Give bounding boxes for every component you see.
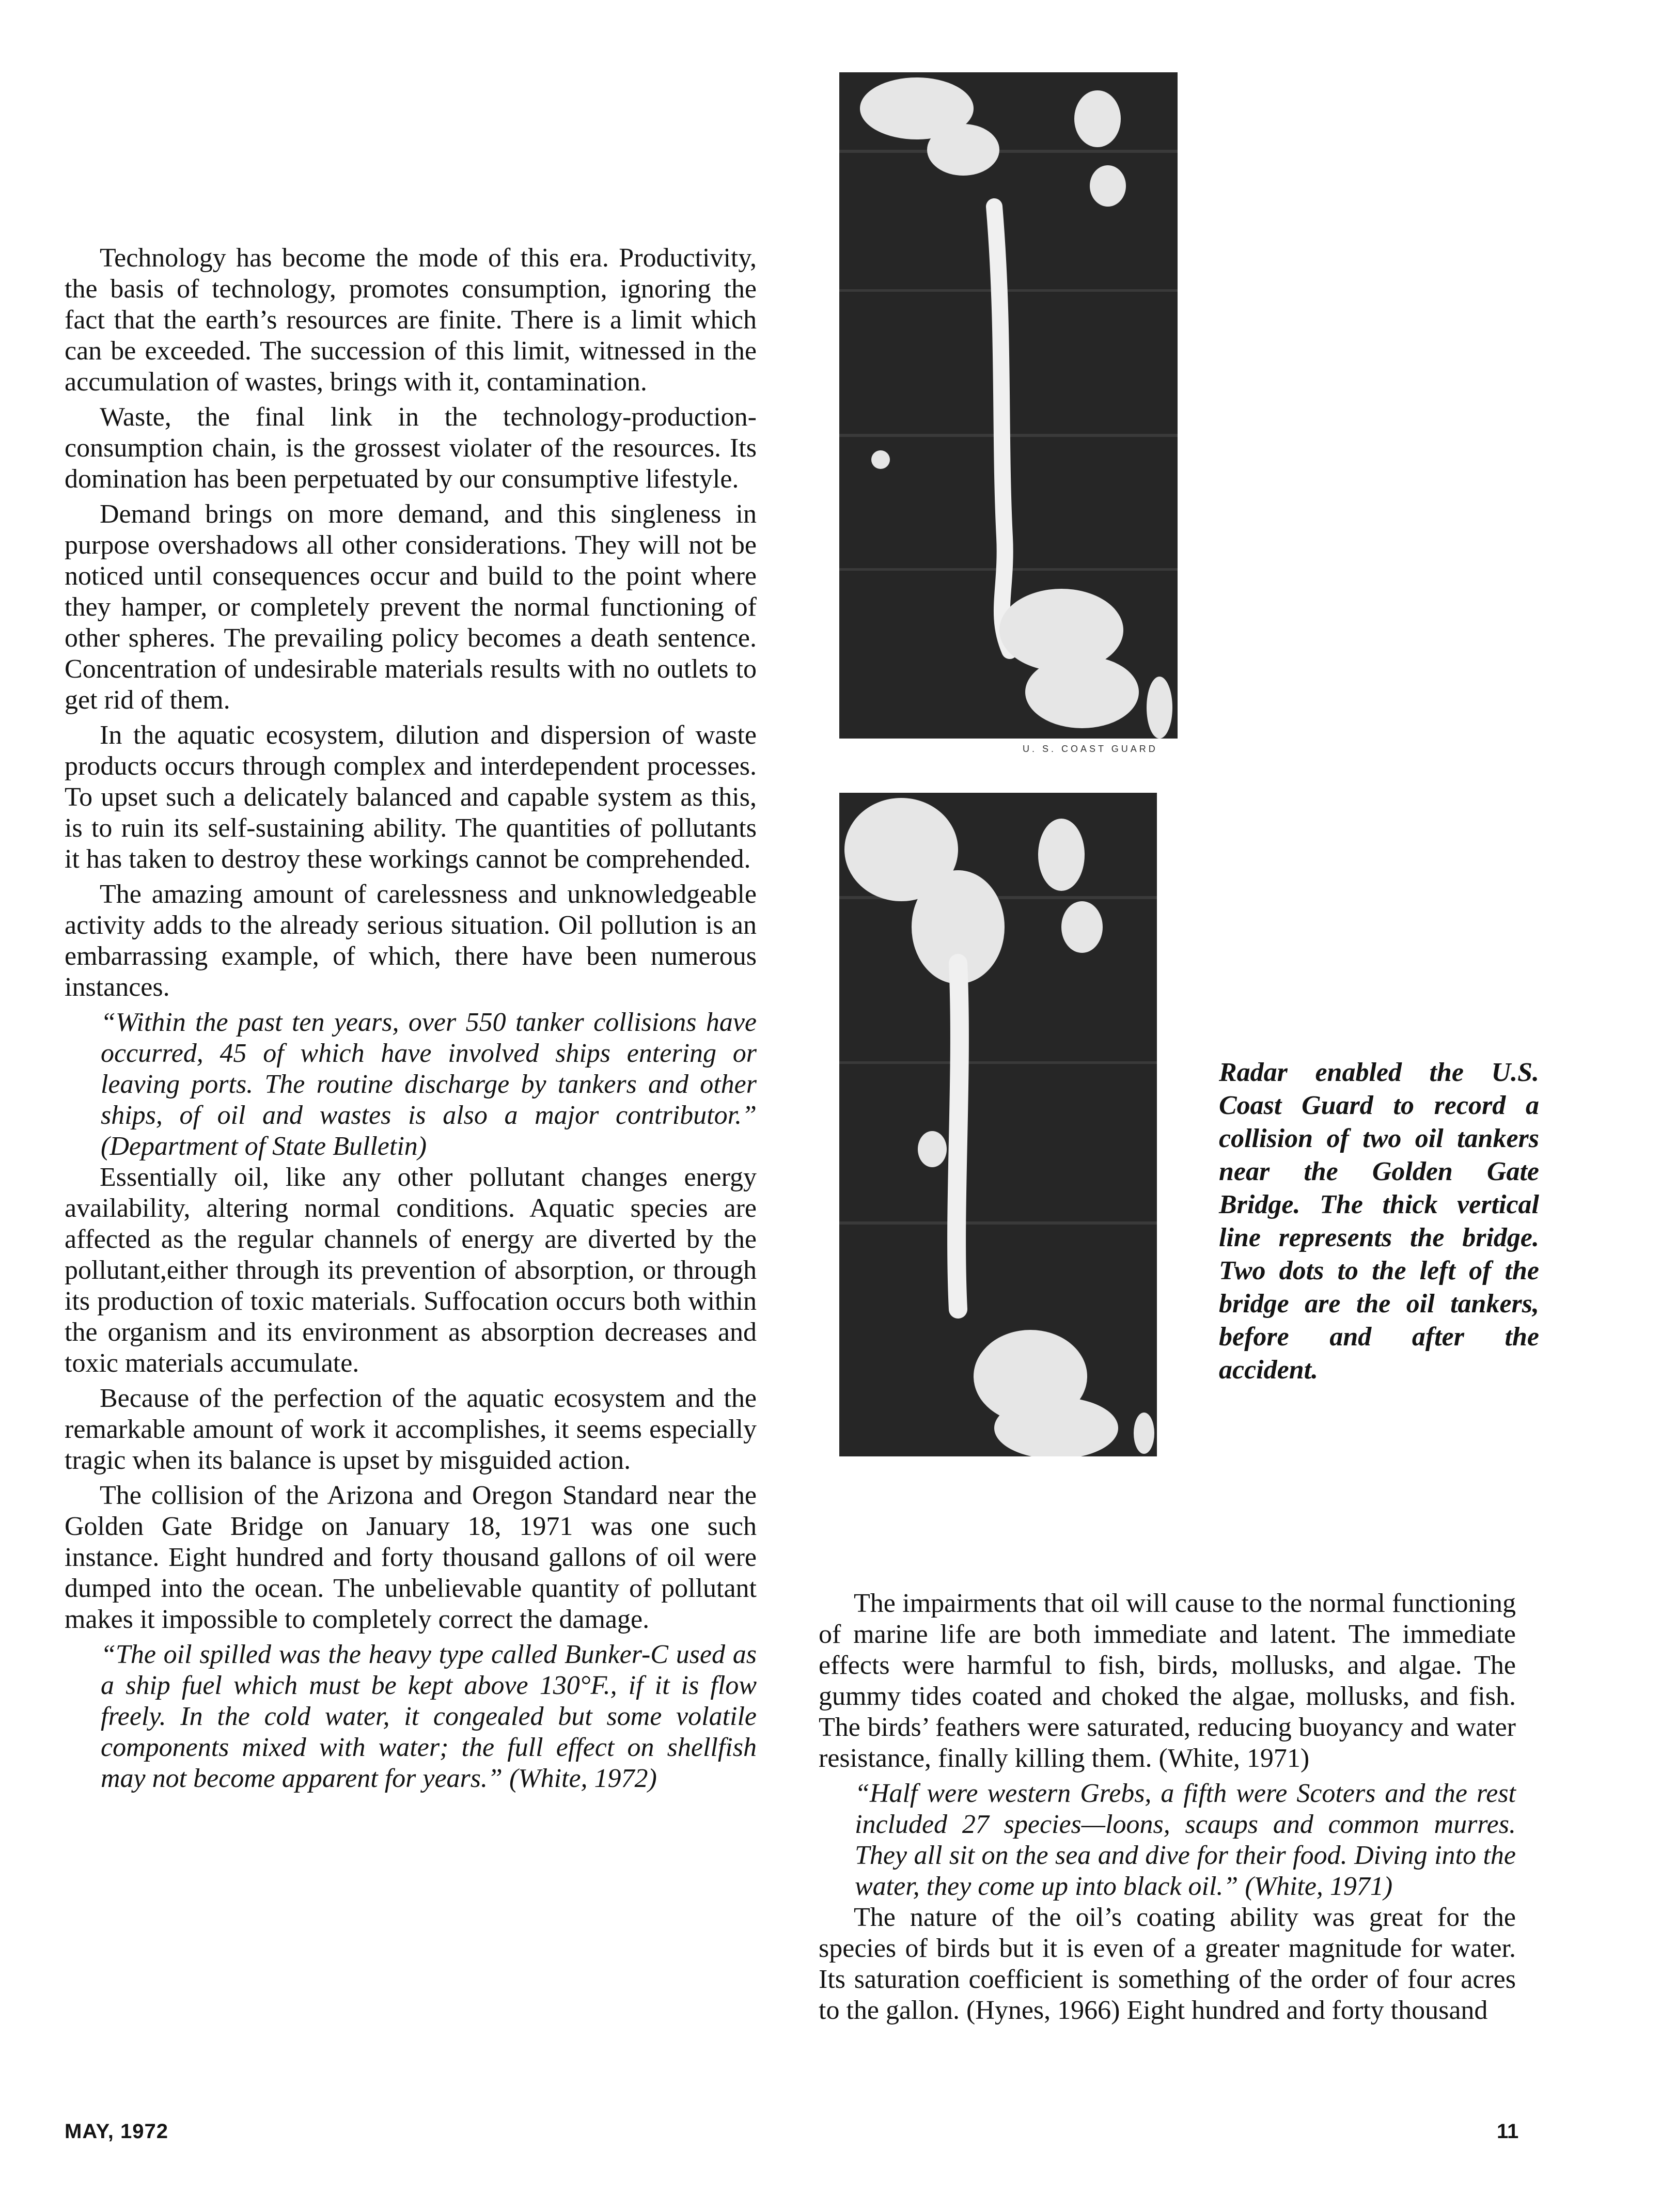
paragraph: Essentially oil, like any other pollutant changes energy availability, altering normal conditions. Aquatic species are affected as the regular channels of energy are diverted by the pollutant,either through its prevention of absorption, or through its production of toxic materials. Suffocation occurs both within the organism and its environment as absorption decreases and toxic materials accumulate.: [65, 1163, 757, 1378]
issue-date: MAY, 1972: [65, 2120, 168, 2143]
paragraph: The collision of the Arizona and Oregon Standard near the Golden Gate Bridge on January 18, 1971 was one such instance. Eight hundred and forty thousand gallons of oil were dumped into the ocean. The unbelievable quantity of pollutant makes it impossible to completely correct the damage.: [65, 1481, 757, 1634]
paragraph: The impairments that oil will cause to the normal functioning of marine life are both immediate and latent. The immediate effects were harmful to fish, birds, mollusks, and algae. The gummy tides coated and choked the algae, mollusks, and fish. The birds’ feathers were saturated, reducing buoyancy and water resistance, finally killing them. (White, 1971): [819, 1589, 1516, 1773]
paragraph: In the aquatic ecosystem, dilution and dispersion of waste products occurs through complex and interdependent processes. To upset such a delicately balanced and capable system as this, is to ruin its self-sustaining ability. The quantities of pollutants it has taken to destroy these workings cannot be comprehended.: [65, 720, 757, 874]
paragraph: Demand brings on more demand, and this singleness in purpose overshadows all other considerations. They will not be noticed until consequences occur and build to the point where they hamper, or completely prevent the normal functioning of other spheres. The prevailing policy becomes a death sentence. Concentration of undesirable materials results with no outlets to get rid of them.: [65, 499, 757, 715]
block-quote: “Half were western Grebs, a fifth were Scoters and the rest included 27 species—loons, scaups and common murres. They all sit on the sea and dive for their food. Diving into the water, they come up into black oil.” (White, 1971): [855, 1779, 1516, 1901]
paragraph: Because of the perfection of the aquatic ecosystem and the remarkable amount of work it accomplishes, it seems especially tragic when its balance is upset by misguided action.: [65, 1384, 757, 1475]
radar-photo-after: [839, 793, 1157, 1456]
block-quote: “Within the past ten years, over 550 tanker collisions have occurred, 45 of which have involved ships entering or leaving ports. The routine discharge by tankers and other ships, of oil and wastes is also a major contributor.” (Department of State Bulletin): [101, 1008, 757, 1161]
photo-credit: U. S. COAST GUARD: [1023, 744, 1158, 754]
left-text-column: [65, 243, 757, 1794]
block-quote: “The oil spilled was the heavy type called Bunker-C used as a ship fuel which must be kept above 130°F., if it is flow freely. In the cold water, it congealed but some volatile components mixed with water; the full effect on shellfish may not become apparent for years.” (White, 1972): [101, 1640, 757, 1793]
right-text-column: [819, 1588, 1516, 2030]
radar-photo-before: [839, 72, 1178, 739]
paragraph: Waste, the final link in the technology-production-consumption chain, is the grossest violater of the resources. Its domination has been perpetuated by our consumptive lifestyle.: [65, 402, 757, 494]
paragraph: Technology has become the mode of this era. Productivity, the basis of technology, promotes consumption, ignoring the fact that the earth’s resources are finite. There is a limit which can be exceeded. The succession of this limit, witnessed in the accumulation of wastes, brings with it, contamination.: [65, 243, 757, 397]
paragraph: The nature of the oil’s coating ability was great for the species of birds but it is even of a greater magnitude for water. Its saturation coefficient is something of the order of four acres to the gallon. (Hynes, 1966) Eight hundred and forty thousand: [819, 1903, 1516, 2025]
paragraph: The amazing amount of carelessness and unknowledgeable activity adds to the already serious situation. Oil pollution is an embarrassing example, of which, there have been numerous instances.: [65, 880, 757, 1002]
page-number: 11: [1497, 2120, 1519, 2143]
photo-caption: Radar enabled the U.S. Coast Guard to record a collision of two oil tankers near the Golden Gate Bridge. The thick vertical line represents the bridge. Two dots to the left of the bridge are the oil tankers, before and after the accident.: [1219, 1058, 1539, 1385]
